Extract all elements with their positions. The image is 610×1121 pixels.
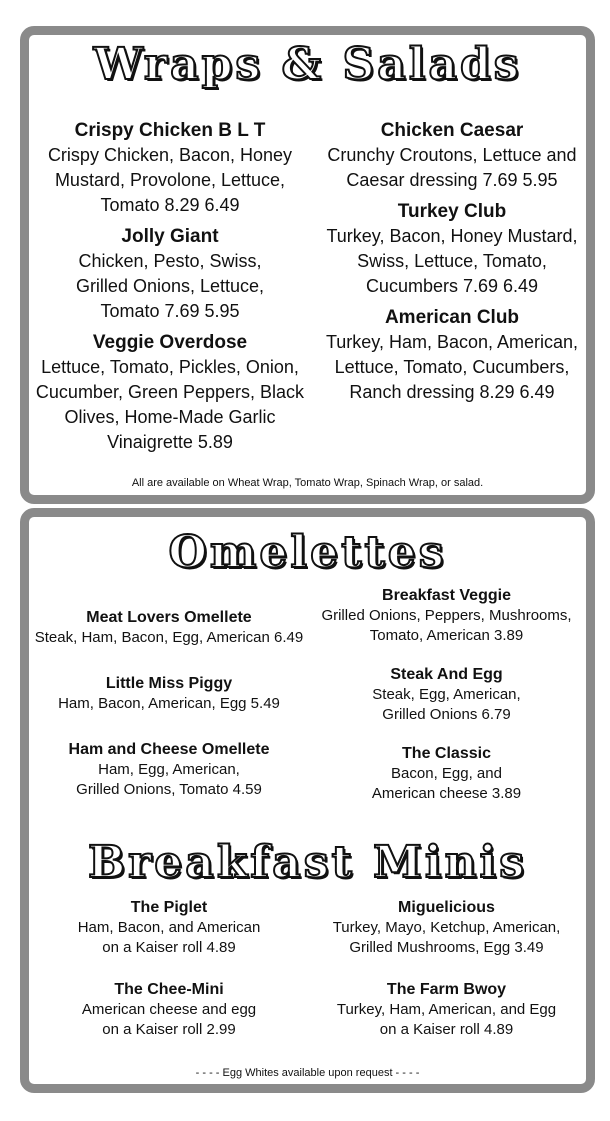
- menu-item-description: Cucumber, Green Peppers, Black: [35, 382, 305, 402]
- menu-item-description: on a Kaiser roll 4.89: [102, 939, 236, 956]
- menu-item-description: Chicken, Pesto, Swiss,: [78, 251, 262, 271]
- menu-item-description: Grilled Onions, Tomato 4.59: [76, 781, 262, 798]
- menu-item-name: Breakfast Veggie: [382, 587, 511, 604]
- menu-item-name: The Farm Bwoy: [386, 981, 507, 998]
- menu-item-description: Tomato 8.29 6.49: [100, 195, 240, 215]
- menu-item-description: Cucumbers 7.69 6.49: [365, 276, 539, 296]
- menu-item-description: Ham, Egg, American,: [98, 761, 240, 778]
- menu-item-name: Miguelicious: [398, 899, 495, 916]
- menu-item-name: The Classic: [402, 745, 491, 762]
- menu-item-description: Tomato, American 3.89: [369, 627, 524, 644]
- omelettes-right-column: [309, 585, 584, 822]
- menu-item-description: Crunchy Croutons, Lettuce and: [327, 145, 577, 165]
- menu-item: [309, 743, 584, 804]
- wraps-right-column: [317, 119, 587, 412]
- menu-item-name: Steak And Egg: [390, 666, 503, 683]
- menu-item-description: Ham, Bacon, and American: [77, 919, 261, 936]
- menu-item-description: Grilled Onions, Lettuce,: [75, 276, 265, 296]
- wraps-availability-note: All are available on Wheat Wrap, Tomato Wrap, Spinach Wrap, or salad.: [131, 477, 484, 489]
- menu-item-description: on a Kaiser roll 4.89: [379, 1021, 514, 1038]
- minis-left-column: [29, 897, 309, 1061]
- menu-item: [309, 897, 584, 958]
- menu-item: [309, 664, 584, 725]
- menu-item-description: Grilled Onions, Peppers, Mushrooms,: [321, 607, 572, 624]
- menu-item: [309, 979, 584, 1040]
- menu-item: [317, 200, 587, 299]
- menu-item-description: Turkey, Ham, American, and Egg: [336, 1001, 557, 1018]
- menu-item-description: American cheese and egg: [81, 1001, 257, 1018]
- menu-item-name: Ham and Cheese Omellete: [68, 741, 270, 758]
- menu-item-description: Mustard, Provolone, Lettuce,: [54, 170, 286, 190]
- menu-item: [35, 119, 305, 218]
- wraps-left-column: [35, 119, 305, 462]
- menu-item: [35, 331, 305, 455]
- menu-item-description: Turkey, Bacon, Honey Mustard,: [326, 226, 578, 246]
- menu-item-name: Meat Lovers Omellete: [86, 609, 252, 626]
- omelettes-title: Omelettes: [168, 527, 447, 578]
- menu-item-description: Tomato 7.69 5.95: [100, 301, 240, 321]
- menu-item-name: American Club: [384, 307, 520, 328]
- menu-item: [29, 897, 309, 958]
- menu-item-description: American cheese 3.89: [371, 785, 522, 802]
- menu-item-description: Steak, Egg, American,: [372, 686, 521, 703]
- egg-whites-note: - - - - Egg Whites available upon request - - - -: [195, 1067, 420, 1079]
- menu-item-description: on a Kaiser roll 2.99: [102, 1021, 236, 1038]
- menu-item-description: Steak, Ham, Bacon, Egg, American 6.49: [34, 629, 304, 646]
- menu-item: [317, 306, 587, 405]
- menu-item-description: Grilled Onions 6.79: [382, 706, 511, 723]
- menu-item-description: Olives, Home-Made Garlic: [64, 407, 276, 427]
- menu-item-name: Little Miss Piggy: [105, 675, 233, 692]
- menu-item: [29, 739, 309, 800]
- menu-item-description: Caesar dressing 7.69 5.95: [346, 170, 558, 190]
- menu-item-name: Chicken Caesar: [380, 120, 524, 141]
- menu-item: [309, 585, 584, 646]
- menu-item-description: Lettuce, Tomato, Pickles, Onion,: [41, 357, 299, 377]
- menu-item-name: Jolly Giant: [121, 226, 219, 247]
- menu-item-description: Vinaigrette 5.89: [107, 432, 233, 452]
- omelettes-left-column: [29, 607, 309, 825]
- menu-item-description: Swiss, Lettuce, Tomato,: [357, 251, 547, 271]
- menu-item-description: Turkey, Mayo, Ketchup, American,: [332, 919, 561, 936]
- wraps-salads-title: Wraps & Salads: [93, 39, 522, 90]
- menu-item: [35, 225, 305, 324]
- menu-item-name: Crispy Chicken B L T: [74, 120, 266, 141]
- omelettes-minis-panel: [20, 508, 595, 1093]
- minis-right-column: [309, 897, 584, 1061]
- menu-item-description: Ranch dressing 8.29 6.49: [349, 382, 555, 402]
- menu-item: [317, 119, 587, 193]
- menu-item-name: The Piglet: [130, 899, 208, 916]
- menu-item-description: Crispy Chicken, Bacon, Honey: [47, 145, 293, 165]
- menu-item: [29, 979, 309, 1040]
- menu-item-description: Lettuce, Tomato, Cucumbers,: [334, 357, 570, 377]
- menu-item-description: Bacon, Egg, and: [391, 765, 502, 782]
- breakfast-minis-title: Breakfast Minis: [87, 837, 528, 888]
- menu-item-name: Veggie Overdose: [92, 332, 248, 353]
- menu-item-name: Turkey Club: [397, 201, 507, 222]
- menu-item-name: The Chee-Mini: [114, 981, 224, 998]
- menu-item-description: Turkey, Ham, Bacon, American,: [325, 332, 579, 352]
- menu-item: [29, 673, 309, 714]
- menu-item: [29, 607, 309, 648]
- menu-item-description: Ham, Bacon, American, Egg 5.49: [58, 695, 280, 712]
- wraps-salads-panel: [20, 26, 595, 504]
- menu-item-description: Grilled Mushrooms, Egg 3.49: [349, 939, 544, 956]
